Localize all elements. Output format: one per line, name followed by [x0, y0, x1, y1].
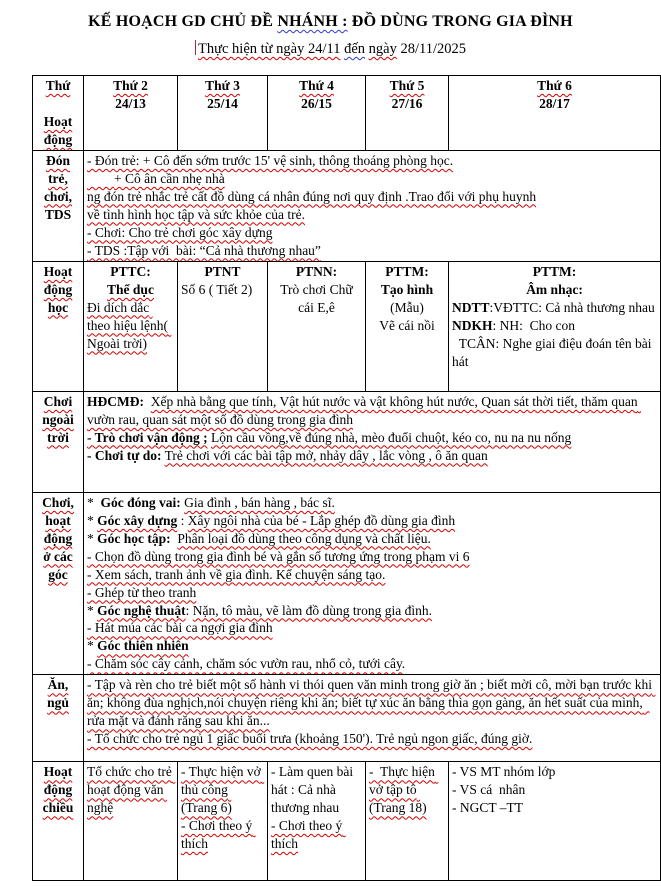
text-line — [36, 799, 80, 817]
text-line — [87, 655, 657, 673]
table-row-hoat-dong-hoc — [33, 261, 661, 391]
text-line — [87, 170, 657, 188]
text-line — [87, 188, 657, 206]
text-line — [181, 263, 264, 281]
subtitle — [0, 40, 661, 58]
text-run: - Thực hiện vở thủ công (Trang 6) — [181, 764, 265, 816]
text-run: ngày — [368, 41, 397, 57]
text-line — [271, 281, 362, 317]
text-run: góc — [48, 566, 68, 582]
text-run: - Ghép từ theo tranh — [87, 584, 197, 600]
text-line — [87, 676, 657, 730]
text-line — [36, 411, 80, 429]
text-cursor-icon — [195, 40, 196, 55]
text-run: :VĐTTC: Cả nhà thương nhau — [489, 299, 655, 315]
text-run: TCÂN: Nghe giai điệu đoán tên bài hát — [452, 335, 655, 369]
text-line — [87, 281, 174, 299]
subtitle-text — [198, 41, 466, 57]
schedule-table — [32, 75, 661, 881]
text-line — [36, 429, 80, 447]
text-line — [87, 224, 657, 242]
text-run: Góc thiên nhiên — [97, 638, 189, 654]
text-run: động — [43, 281, 73, 297]
cell-hoc-tuesday — [178, 261, 268, 391]
text-line — [36, 676, 80, 694]
text-run: về tình hình học tập và sức khỏe của trẻ. — [87, 206, 305, 222]
text-line — [369, 299, 445, 317]
cell-don-tre-content — [84, 150, 661, 261]
text-line — [36, 694, 80, 712]
text-run: Thứ 6 — [537, 78, 572, 93]
text-line — [452, 317, 657, 335]
text-run: : — [185, 602, 193, 618]
text-line — [36, 152, 80, 170]
text-run: - Chọn đồ dùng trong gia đình bé và gắn số tương ứng trong phạm vi 6 — [87, 548, 470, 564]
text-line — [369, 763, 445, 817]
text-line — [452, 263, 657, 281]
text-run: TDS — [44, 206, 72, 222]
text-run: động — [43, 131, 73, 147]
text-line — [36, 95, 80, 113]
text-run: NDKH — [452, 317, 493, 333]
text-line — [87, 730, 657, 748]
corner-header-thu-hoat-dong — [33, 76, 84, 151]
text-line — [36, 281, 80, 299]
text-run: - Chăm sóc cây cảnh, chăm sóc vườn rau, nhổ cỏ, tưới cây. — [87, 656, 406, 672]
text-run: trẻ, — [48, 170, 68, 186]
text-run: Đón — [45, 152, 70, 168]
text-run: chiều — [42, 800, 74, 816]
text-line — [87, 512, 657, 530]
text-run: * — [87, 494, 101, 510]
text-line — [452, 763, 657, 781]
text-run: - VS MT nhóm lớp — [452, 764, 556, 780]
day-header-monday — [84, 76, 178, 151]
text-line — [87, 637, 657, 655]
text-run: NHÁNH : — [277, 13, 348, 30]
cell-choi-ngoai-troi-content — [84, 391, 661, 492]
text-line — [36, 206, 80, 224]
text-run: HĐCMĐ: — [87, 393, 144, 409]
text-run: động — [43, 530, 73, 546]
text-line — [87, 619, 657, 637]
text-run: ở các — [43, 548, 73, 564]
text-run: ngoài — [42, 411, 74, 427]
text-line — [181, 77, 264, 95]
text-run: Trò chơi Chữ cái E,ê — [280, 281, 357, 315]
table-row-choi-goc — [33, 492, 661, 675]
text-run: Thứ 4 — [299, 78, 334, 93]
table-row-an-ngu — [33, 675, 661, 762]
text-run: - NGCT –TT — [452, 800, 523, 816]
text-line — [87, 206, 657, 224]
text-line — [87, 447, 657, 465]
row-label-don-tre-choi-tds — [33, 150, 84, 261]
text-run: 24/13 — [115, 95, 146, 111]
text-line — [181, 95, 264, 113]
text-run: trời — [47, 429, 69, 445]
text-line — [181, 817, 264, 853]
text-run: + Cô ân cần nhẹ nhà — [87, 170, 225, 186]
text-line — [87, 77, 174, 95]
cell-chieu-thursday — [366, 762, 449, 881]
text-line — [87, 299, 174, 353]
text-line — [36, 299, 80, 317]
text-line — [36, 763, 80, 781]
cell-chieu-wednesday — [268, 762, 366, 881]
text-run: - Xem sách, tranh ảnh về gia đình. Kể chuyện sáng tạo. — [87, 566, 386, 582]
text-run: Trẻ chơi với các bài tập mở, nhảy dây , lắc vòng , ô ăn quan — [164, 447, 488, 463]
text-line — [36, 494, 80, 512]
text-run: Thể dục — [107, 281, 154, 297]
text-run: Gia đình , bán hàng , bác sĩ. — [184, 494, 335, 510]
text-line — [452, 95, 657, 113]
text-run: Góc đóng vai: — [100, 494, 181, 510]
text-run: ng đón trẻ nhắc trẻ cất đồ dùng cá nhân đúng nơi quy định .Trao đổi với phụ huynh — [87, 188, 537, 204]
text-run: PTTC: — [110, 263, 151, 279]
text-line — [36, 113, 80, 131]
text-run: - Tập và rèn cho trẻ biết một số hành vi thói quen văn minh trong giờ ăn ; biết mời cô, mời bạn trước khi ăn; không đùa nghịch,nói chuyện riêng khi ăn; biết tự xúc ăn bằng thìa gọn gàng, ăn hết suất của mình, rửa mặt và đánh răng sau khi ăn... — [87, 677, 656, 729]
text-line — [87, 429, 657, 447]
text-run: - Chơi theo ý thích — [271, 818, 346, 852]
text-run: * — [87, 530, 98, 546]
row-label-choi-goc — [33, 492, 84, 675]
text-run: * — [87, 638, 98, 654]
table-row-don-tre — [33, 150, 661, 261]
page-title — [0, 0, 661, 31]
text-line — [87, 602, 657, 620]
text-line — [271, 817, 362, 853]
text-line — [452, 281, 657, 299]
text-run: 28/17 — [539, 95, 570, 111]
text-run: Xây ngôi nhà của bé - Lắp ghép đồ dùng gia đình — [187, 512, 456, 528]
text-run: : — [177, 512, 188, 528]
day-header-tuesday — [178, 76, 268, 151]
text-run: 25/14 — [207, 95, 238, 111]
text-run: Đi dích dắc theo hiệu lệnh( Ngoài trời) — [87, 299, 172, 351]
text-line — [36, 393, 80, 411]
text-line — [369, 77, 445, 95]
text-run: Tổ chức cho trẻ hoạt động văn nghệ — [87, 764, 176, 816]
text-line — [271, 95, 362, 113]
text-run: Tạo hình — [380, 281, 434, 297]
text-line — [87, 242, 657, 260]
text-run: * — [87, 512, 98, 528]
cell-chieu-friday — [449, 762, 661, 881]
text-run: Xếp nhà bằng que tính, Vật hút nước và vật không hút nước, Quan sát thời tiết, thăm quan vườn rau, quan sát một số đồ dùng trong gia đình — [87, 393, 641, 427]
text-run: Thứ 3 — [205, 78, 240, 93]
text-line — [36, 566, 80, 584]
text-run: - Chơi: Cho trẻ chơi góc xây dựng — [87, 224, 273, 240]
cell-chieu-monday — [84, 762, 178, 881]
text-run: 26/15 — [301, 95, 332, 111]
text-line — [36, 781, 80, 799]
text-run: Lộn cầu vồng,về đúng nhà, mèo đuổi chuột, kéo co, nu na nu nống — [211, 429, 572, 445]
text-run: - Thực hiện vở tập tô (Trang 18) — [369, 764, 439, 816]
text-line — [452, 799, 657, 817]
text-run: : NH: Cho con — [492, 317, 575, 333]
row-label-choi-ngoai-troi — [33, 391, 84, 492]
text-line — [87, 263, 174, 281]
text-run: động — [43, 782, 73, 798]
text-line — [36, 131, 80, 149]
text-line — [87, 763, 174, 817]
text-run: Nặn, tô màu, vẽ làm đồ dùng trong gia đình. — [192, 602, 432, 618]
text-run: hoạt — [45, 512, 71, 528]
text-line — [36, 263, 80, 281]
text-line — [36, 170, 80, 188]
text-run: - Tổ chức cho trẻ ngủ 1 giấc buổi trưa (khoảng 150'). Trẻ ngủ ngon giấc, đúng giờ. — [87, 731, 533, 747]
text-run: - Chơi theo ý thích — [181, 818, 256, 852]
text-run: Góc xây dựng — [97, 512, 178, 528]
text-run: PTNN: — [295, 263, 338, 279]
text-run: - Đón trẻ: + Cô đến sớm trước 15' vệ sinh, thông thoáng phòng học. — [87, 152, 454, 168]
text-line — [271, 763, 362, 817]
text-line — [87, 566, 657, 584]
cell-hoc-wednesday — [268, 261, 366, 391]
text-run — [144, 394, 151, 409]
text-run: Thực hiện từ ngày 24/11 — [198, 41, 341, 57]
header-row — [33, 76, 661, 151]
text-run: KẾ HOẠCH GD CHỦ ĐỀ — [88, 13, 278, 30]
cell-hoc-friday — [449, 261, 661, 391]
day-header-thursday — [366, 76, 449, 151]
text-run: Âm nhạc: — [526, 281, 583, 297]
text-run: Chơi — [43, 393, 73, 409]
text-line — [369, 263, 445, 281]
text-run: NDTT — [452, 299, 490, 315]
text-run: - TDS :Tập với bài: “Cả nhà thương nhau” — [87, 242, 321, 258]
row-label-hoat-dong-hoc — [33, 261, 84, 391]
cell-choi-goc-content — [84, 492, 661, 675]
text-line — [369, 317, 445, 335]
text-run: Thứ 2 — [113, 78, 148, 93]
text-run: Chơi, — [42, 494, 74, 510]
text-run: ĐỒ DÙNG TRONG GIA ĐÌNH — [347, 13, 573, 30]
text-run: học — [47, 299, 69, 315]
text-run: Góc nghệ thuật — [97, 602, 186, 618]
text-line — [36, 188, 80, 206]
text-run: * — [87, 602, 98, 618]
text-line — [87, 494, 657, 512]
text-run: Vẽ cái nồi — [379, 317, 435, 333]
text-line — [181, 281, 264, 299]
text-run: PTTM: — [532, 263, 577, 279]
text-line — [87, 95, 174, 113]
day-header-wednesday — [268, 76, 366, 151]
day-header-friday — [449, 76, 661, 151]
text-run: - VS cá nhân — [452, 782, 526, 798]
text-run: - Làm quen bài hát : Cả nhà thương nhau — [271, 764, 357, 816]
text-run: - Chơi tự do: — [87, 447, 162, 463]
text-line — [452, 77, 657, 95]
text-line — [369, 95, 445, 113]
text-line — [87, 584, 657, 602]
text-run: PTNT — [204, 263, 241, 279]
text-line — [36, 548, 80, 566]
text-line — [452, 299, 657, 317]
text-run: Số 6 ( Tiết 2) — [181, 281, 253, 297]
text-line — [87, 530, 657, 548]
cell-hoc-monday — [84, 261, 178, 391]
cell-an-ngu-content — [84, 675, 661, 762]
text-run: Hoạt — [43, 113, 73, 129]
text-run: (Mẫu) — [390, 299, 424, 315]
text-run: ngủ — [47, 695, 69, 711]
text-run: đến — [344, 41, 366, 57]
text-run: Ăn, — [47, 677, 69, 693]
text-run: PTTM: — [385, 263, 429, 279]
text-line — [452, 335, 657, 371]
text-line — [87, 548, 657, 566]
text-run: Phân loại đồ dùng theo công dụng và chất liệu. — [177, 530, 431, 546]
text-run: - Hát múa các bài ca ngợi gia đình — [87, 620, 273, 636]
text-run: 27/16 — [391, 95, 423, 111]
row-label-an-ngu — [33, 675, 84, 762]
text-line — [271, 77, 362, 95]
text-line — [181, 763, 264, 817]
text-run: - Trò chơi vận động ; — [87, 429, 208, 445]
text-line — [87, 393, 657, 429]
text-line — [87, 152, 657, 170]
cell-chieu-tuesday — [178, 762, 268, 881]
table-row-choi-ngoai-troi — [33, 391, 661, 492]
text-line — [271, 263, 362, 281]
text-run: chơi, — [43, 188, 73, 204]
text-run: Thứ 5 — [389, 78, 425, 93]
text-line — [36, 512, 80, 530]
text-line — [452, 781, 657, 799]
table-row-hoat-dong-chieu — [33, 762, 661, 881]
cell-hoc-thursday — [366, 261, 449, 391]
text-run: Hoạt — [43, 764, 73, 780]
text-line — [36, 530, 80, 548]
text-run: 28/11/2025 — [396, 41, 466, 57]
text-line — [36, 77, 80, 95]
text-run: Góc học tập: — [97, 530, 171, 546]
text-run: Hoạt — [43, 263, 73, 279]
row-label-hoat-dong-chieu — [33, 762, 84, 881]
text-line — [369, 281, 445, 299]
text-run: Thứ — [45, 78, 71, 93]
